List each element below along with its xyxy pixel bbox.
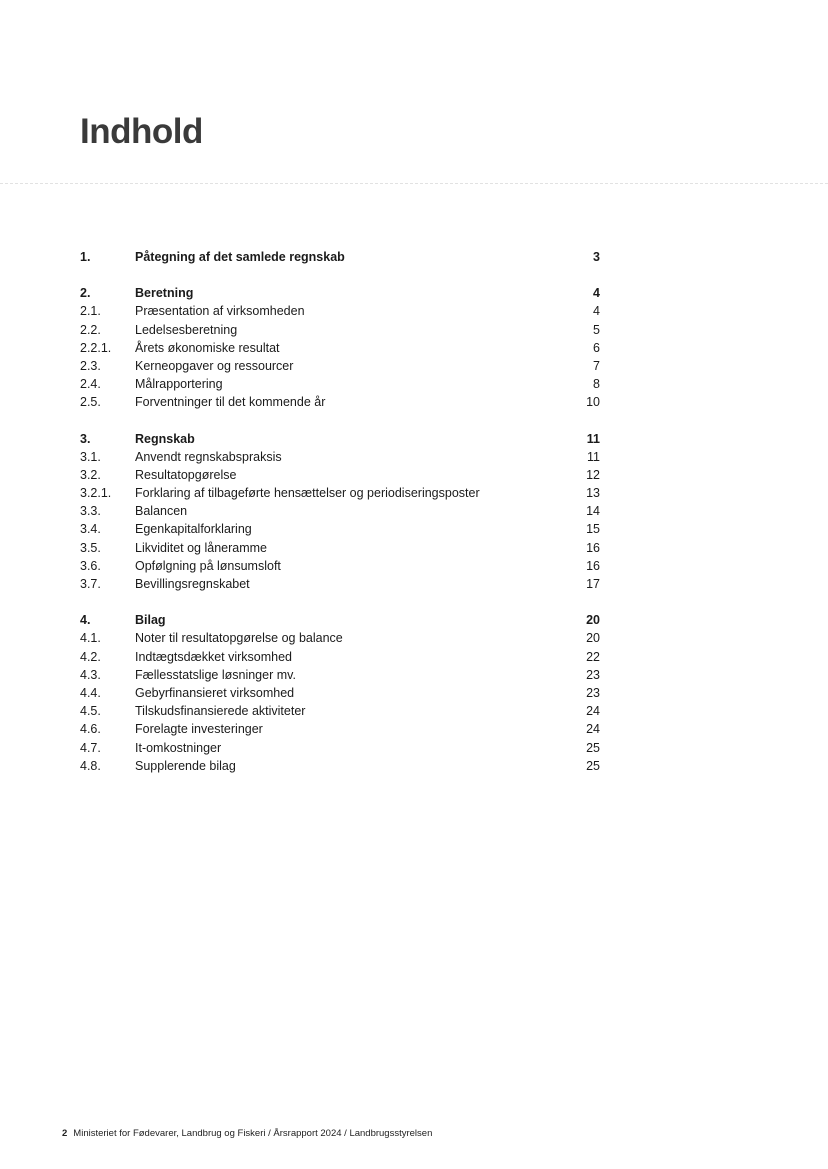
toc-entry-number: 4. bbox=[80, 613, 91, 628]
toc-entry-title: Supplerende bilag bbox=[135, 758, 236, 773]
toc-section-gap bbox=[80, 266, 600, 284]
toc-entry-title: Beretning bbox=[135, 286, 194, 301]
toc-entry[interactable] bbox=[80, 520, 600, 538]
toc-entry-page: 20 bbox=[586, 613, 600, 628]
toc-entry-number: 4.6. bbox=[80, 722, 101, 737]
header-divider bbox=[0, 183, 828, 184]
toc-entry-title: Indtægtsdækket virksomhed bbox=[135, 649, 293, 664]
toc-entry-title: Regnskab bbox=[135, 431, 195, 446]
toc-entry-page: 23 bbox=[586, 685, 600, 700]
toc-entry[interactable] bbox=[80, 557, 600, 575]
toc-entry-title: Forklaring af tilbageførte hensættelser og periodiseringsposter bbox=[135, 486, 480, 501]
toc-entry-number: 2.2. bbox=[80, 322, 101, 337]
toc-entry-page: 25 bbox=[586, 758, 600, 773]
toc-entry[interactable] bbox=[80, 502, 600, 520]
toc-entry[interactable] bbox=[80, 448, 600, 466]
toc-entry-number: 2.2.1. bbox=[80, 340, 112, 355]
page-title: Indhold bbox=[80, 112, 203, 151]
toc-entry-title: Anvendt regnskabspraksis bbox=[135, 449, 282, 464]
toc-section-gap bbox=[80, 412, 600, 430]
toc-entry-page: 23 bbox=[586, 667, 600, 682]
toc-entry-number: 3.7. bbox=[80, 577, 101, 591]
toc-entry-page: 3 bbox=[593, 250, 600, 264]
toc-entry-page: 14 bbox=[586, 504, 600, 519]
toc-entry-page: 4 bbox=[593, 304, 600, 319]
toc-chapter-entry[interactable] bbox=[80, 611, 600, 629]
toc-entry[interactable] bbox=[80, 393, 600, 411]
toc-entry[interactable] bbox=[80, 539, 600, 557]
toc-entry-number: 4.1. bbox=[80, 631, 101, 646]
toc-entry-title: Målrapportering bbox=[135, 377, 223, 392]
page-footer bbox=[62, 1128, 432, 1139]
toc-entry-title: Forelagte investeringer bbox=[135, 722, 263, 737]
footer-page-number: 2 bbox=[62, 1128, 68, 1139]
footer-text: Ministeriet for Fødevarer, Landbrug og Fiskeri / Årsrapport 2024 / Landbrugsstyrelsen bbox=[73, 1128, 433, 1139]
toc-entry-title: Noter til resultatopgørelse og balance bbox=[135, 631, 343, 646]
toc-entry[interactable] bbox=[80, 321, 600, 339]
toc-entry-title: Fællesstatslige løsninger mv. bbox=[135, 667, 296, 682]
toc-entry-number: 3.1. bbox=[80, 449, 101, 464]
toc-entry-title: Tilskudsfinansierede aktiviteter bbox=[135, 704, 306, 719]
toc-entry-number: 3.3. bbox=[80, 504, 101, 519]
toc-entry-page: 16 bbox=[586, 540, 600, 555]
toc-entry-title: Ledelsesberetning bbox=[135, 322, 238, 337]
toc-entry-title: It-omkostninger bbox=[135, 740, 222, 755]
toc-entry-number: 1. bbox=[80, 250, 91, 264]
toc-entry-title: Likviditet og låneramme bbox=[135, 540, 268, 555]
toc-entry-title: Præsentation af virksomheden bbox=[135, 304, 305, 319]
toc-entry[interactable] bbox=[80, 484, 600, 502]
toc-entry-title: Egenkapitalforklaring bbox=[135, 522, 252, 537]
toc-entry-title: Resultatopgørelse bbox=[135, 467, 237, 482]
toc-entry-page: 4 bbox=[593, 286, 600, 301]
toc-entry-number: 2.4. bbox=[80, 377, 101, 392]
toc-entry-number: 3.2.1. bbox=[80, 486, 112, 501]
toc-entry-number: 4.7. bbox=[80, 740, 101, 755]
toc-entry-number: 3. bbox=[80, 431, 91, 446]
toc-entry-number: 3.6. bbox=[80, 558, 101, 573]
toc-entry-title: Bilag bbox=[135, 613, 166, 628]
toc-entry-title: Påtegning af det samlede regnskab bbox=[135, 250, 345, 264]
toc-entry-number: 4.8. bbox=[80, 758, 101, 773]
toc-entry-number: 4.4. bbox=[80, 685, 101, 700]
toc-entry[interactable] bbox=[80, 466, 600, 484]
toc-entry-title: Bevillingsregnskabet bbox=[135, 577, 250, 591]
toc-entry-number: 4.2. bbox=[80, 649, 101, 664]
toc-entry-page: 25 bbox=[586, 740, 600, 755]
toc-entry-title: Forventninger til det kommende år bbox=[135, 395, 326, 410]
toc-chapter-entry[interactable] bbox=[80, 248, 600, 266]
toc-entry-page: 11 bbox=[586, 431, 600, 446]
toc-entry[interactable] bbox=[80, 684, 600, 702]
toc-entry-number: 3.5. bbox=[80, 540, 101, 555]
toc-entry[interactable] bbox=[80, 302, 600, 320]
toc-entry-number: 2. bbox=[80, 286, 91, 301]
toc-entry-number: 3.2. bbox=[80, 467, 101, 482]
toc-entry-title: Kerneopgaver og ressourcer bbox=[135, 358, 294, 373]
toc-entry-page: 13 bbox=[586, 486, 600, 501]
toc-entry[interactable] bbox=[80, 339, 600, 357]
toc-entry[interactable] bbox=[80, 375, 600, 393]
toc-entry-title: Gebyrfinansieret virksomhed bbox=[135, 685, 295, 700]
toc-entry[interactable] bbox=[80, 702, 600, 720]
toc-entry-page: 20 bbox=[586, 631, 600, 646]
toc-entry-page: 15 bbox=[586, 522, 600, 537]
toc-entry-title: Årets økonomiske resultat bbox=[135, 340, 280, 355]
toc-entry-number: 4.5. bbox=[80, 704, 101, 719]
toc-entry-page: 5 bbox=[593, 322, 600, 337]
toc-entry[interactable] bbox=[80, 648, 600, 666]
toc-entry-number: 2.3. bbox=[80, 358, 101, 373]
toc-entry-number: 2.1. bbox=[80, 304, 101, 319]
toc-entry[interactable] bbox=[80, 666, 600, 684]
toc-section-gap bbox=[80, 593, 600, 611]
toc-chapter-entry[interactable] bbox=[80, 284, 600, 302]
toc-entry-page: 17 bbox=[586, 577, 600, 591]
toc-entry[interactable] bbox=[80, 720, 600, 738]
toc-entry-page: 24 bbox=[586, 722, 600, 737]
toc-entry[interactable] bbox=[80, 757, 600, 775]
toc-entry-title: Opfølgning på lønsumsloft bbox=[135, 558, 281, 573]
toc-entry-page: 16 bbox=[586, 558, 600, 573]
toc-entry[interactable] bbox=[80, 629, 600, 647]
toc-entry-number: 2.5. bbox=[80, 395, 101, 410]
toc-entry-number: 4.3. bbox=[80, 667, 101, 682]
toc-entry-page: 8 bbox=[593, 377, 600, 392]
toc-chapter-entry[interactable] bbox=[80, 430, 600, 448]
toc-entry-page: 10 bbox=[586, 395, 600, 410]
toc-entry-page: 22 bbox=[586, 649, 600, 664]
toc-entry-number: 3.4. bbox=[80, 522, 101, 537]
toc-entry-page: 12 bbox=[586, 467, 600, 482]
toc-entry-title: Balancen bbox=[135, 504, 188, 519]
toc-entry-page: 6 bbox=[593, 340, 600, 355]
toc-entry[interactable] bbox=[80, 739, 600, 757]
toc-entry-page: 11 bbox=[587, 449, 600, 464]
toc-entry[interactable] bbox=[80, 357, 600, 375]
toc-entry-page: 7 bbox=[593, 358, 600, 373]
table-of-contents bbox=[80, 248, 600, 775]
toc-entry-page: 24 bbox=[586, 704, 600, 719]
toc-entry[interactable] bbox=[80, 575, 600, 593]
